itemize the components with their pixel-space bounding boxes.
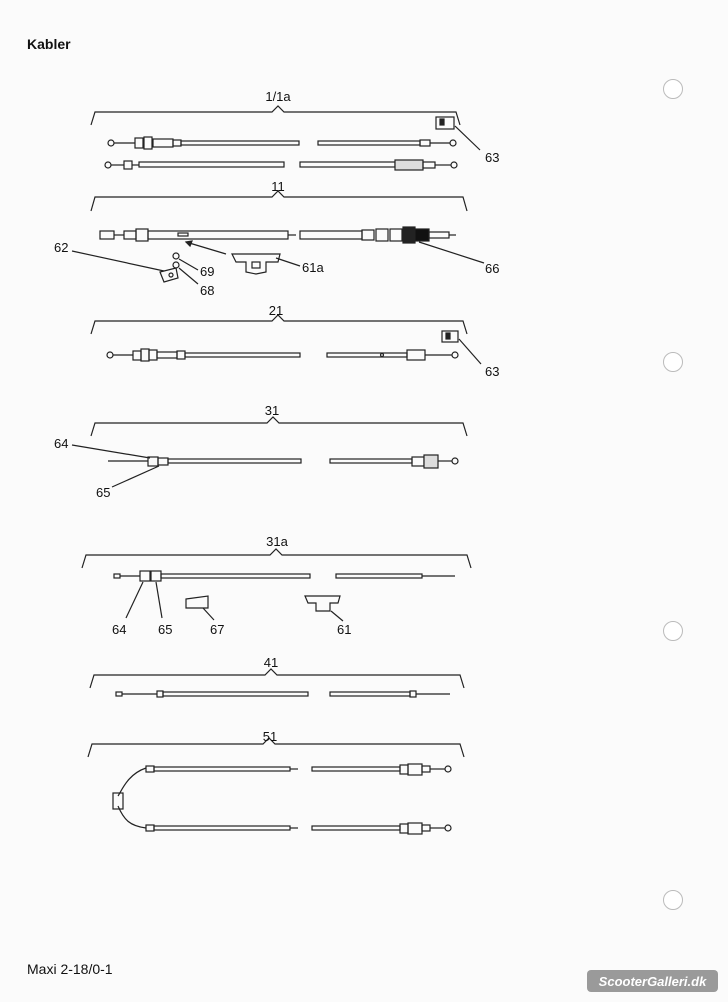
cable bbox=[105, 160, 457, 170]
group-51 bbox=[88, 729, 464, 834]
part-61a-bracket bbox=[232, 254, 300, 274]
cable bbox=[108, 137, 456, 149]
leader-line bbox=[156, 582, 162, 618]
group-label: 1/1a bbox=[265, 89, 291, 104]
leader-line bbox=[419, 242, 484, 263]
group-label: 31 bbox=[264, 403, 280, 418]
cable bbox=[114, 571, 455, 581]
part-number-61: 61 bbox=[337, 622, 352, 637]
page-footer: Maxi 2-18/0-1 bbox=[27, 961, 113, 977]
leader-line bbox=[72, 445, 150, 458]
part-63-clip bbox=[442, 331, 481, 364]
part-number-68: 68 bbox=[200, 283, 215, 298]
group-label: 21 bbox=[268, 303, 284, 318]
part-number-64: 64 bbox=[54, 436, 69, 451]
group-bracket bbox=[90, 669, 464, 688]
group-41 bbox=[90, 655, 464, 697]
cable bbox=[108, 455, 458, 468]
group-label: 31a bbox=[266, 534, 288, 549]
group-bracket bbox=[91, 191, 467, 211]
part-61-bracket bbox=[305, 596, 343, 621]
watermark: ScooterGalleri.dk bbox=[587, 970, 718, 992]
group-bracket bbox=[82, 549, 471, 568]
group-label: 11 bbox=[271, 179, 285, 194]
arrow-head bbox=[186, 241, 192, 246]
part-number-64: 64 bbox=[112, 622, 127, 637]
cable bbox=[146, 823, 451, 834]
group-21 bbox=[91, 303, 499, 379]
cable-split bbox=[118, 768, 146, 828]
part-62-nipple bbox=[72, 251, 178, 282]
cable bbox=[146, 764, 451, 775]
part-number-67: 67 bbox=[210, 622, 225, 637]
group-31a bbox=[82, 534, 471, 637]
cable bbox=[116, 691, 450, 697]
part-67-sleeve bbox=[186, 596, 214, 620]
group-label: 51 bbox=[262, 729, 278, 744]
part-number-65: 65 bbox=[96, 485, 111, 500]
group-11 bbox=[54, 179, 499, 298]
part-number-65: 65 bbox=[158, 622, 173, 637]
part-number-63: 63 bbox=[485, 364, 500, 379]
part-number-66: 66 bbox=[485, 261, 500, 276]
group-label: 41 bbox=[263, 655, 279, 670]
group-31 bbox=[54, 403, 467, 500]
part-number-61a: 61a bbox=[302, 260, 324, 275]
part-number-69: 69 bbox=[200, 264, 215, 279]
leader-line bbox=[126, 582, 143, 618]
part-number-63: 63 bbox=[485, 150, 500, 165]
part-63-clip bbox=[436, 117, 480, 150]
cable bbox=[100, 227, 456, 243]
page-title: Kabler bbox=[27, 36, 71, 52]
part-number-62: 62 bbox=[54, 240, 69, 255]
group-bracket bbox=[91, 417, 467, 436]
group-1-1a bbox=[91, 89, 499, 170]
cable bbox=[107, 349, 458, 361]
leader-line bbox=[112, 466, 159, 487]
group-bracket bbox=[91, 106, 460, 125]
leader-arrow bbox=[186, 242, 226, 254]
